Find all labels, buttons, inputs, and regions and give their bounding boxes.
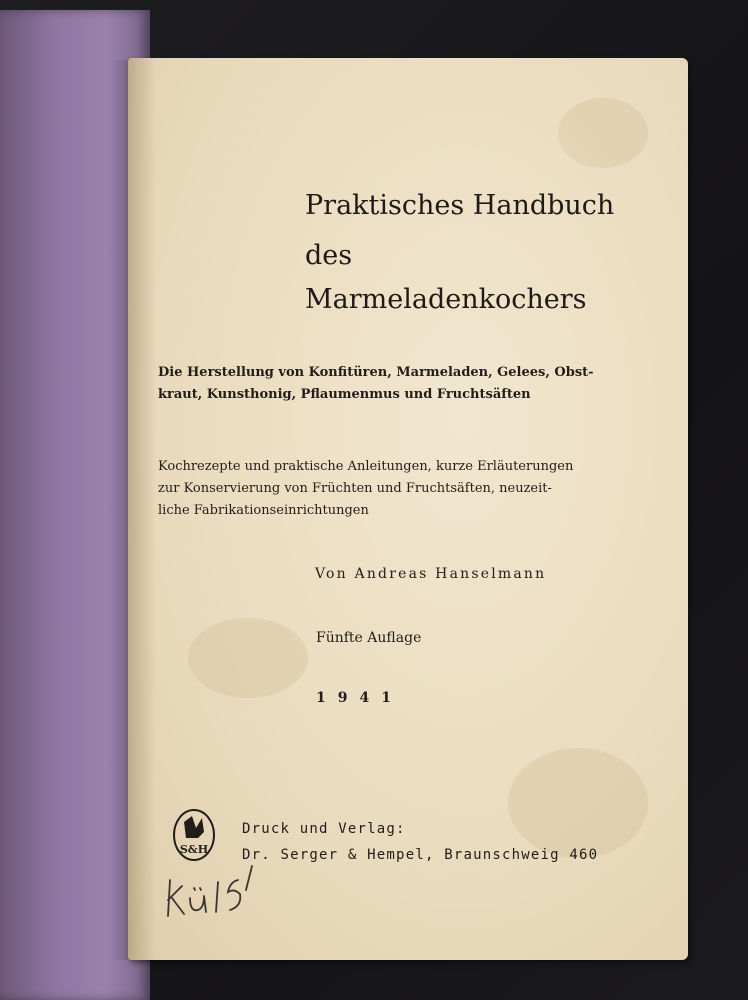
title-line-2: des [305,240,353,271]
author-line: Von Andreas Hanselmann [315,566,547,582]
edition-label: Fünfte Auflage [316,630,422,646]
publisher-seal-icon [172,808,216,862]
book-subtitle [158,362,628,406]
book-description [158,456,628,522]
title-line-1: Praktisches Handbuch [305,190,615,221]
handwritten-note [160,858,270,928]
description-line: Kochrezepte und praktische Anleitungen, kurze Erläuterungen [158,459,574,474]
description-line: zur Konservierung von Früchten und Fruchtsäften, neuzeit- [158,481,552,496]
paper-stain [558,98,648,168]
description-line: liche Fabrikationseinrichtungen [158,503,369,518]
paper-stain [188,618,308,698]
title-line-3: Marmeladenkochers [305,284,587,315]
publisher-line: Dr. Serger & Hempel, Braunschweig 460 [242,847,599,863]
publication-year: 1941 [316,690,403,706]
publisher-line: Druck und Verlag: [242,821,406,837]
publisher-info [242,816,598,868]
svg-text:S&H: S&H [179,843,209,856]
subtitle-line: kraut, Kunsthonig, Pflaumenmus und Fruchtsäften [158,387,531,402]
subtitle-line: Die Herstellung von Konfitüren, Marmeladen, Gelees, Obst- [158,365,594,380]
